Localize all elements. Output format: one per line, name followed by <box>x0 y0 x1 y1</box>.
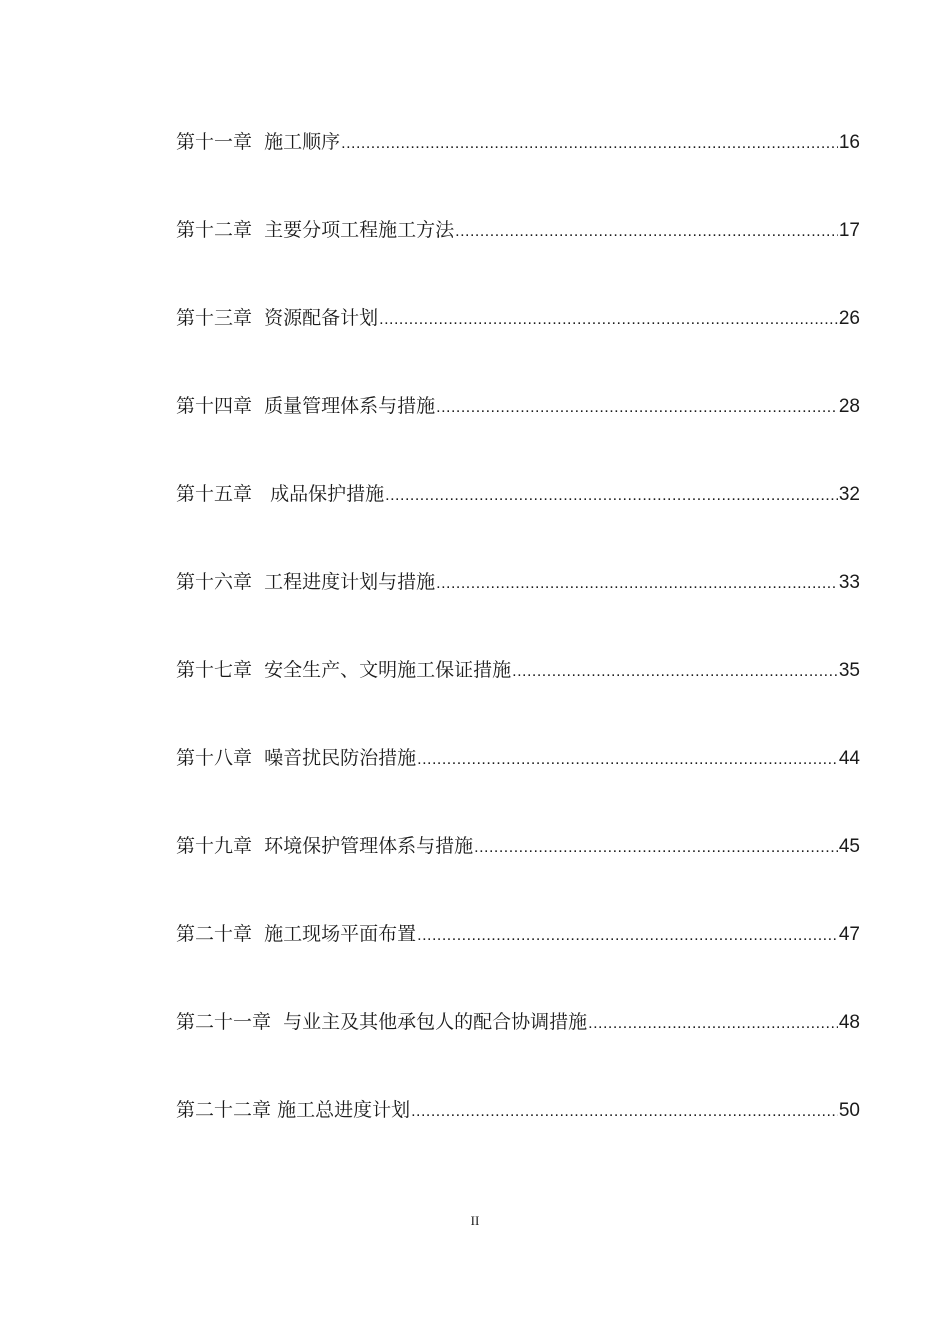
table-of-contents <box>176 122 860 1178</box>
toc-chapter-title: 与业主及其他承包人的配合协调措施 <box>283 1011 588 1033</box>
toc-chapter-title: 质量管理体系与措施 <box>264 395 436 417</box>
toc-page-number: 28 <box>838 396 860 417</box>
toc-chapter-number: 第二十章 <box>176 923 253 945</box>
toc-entry[interactable] <box>176 122 860 210</box>
toc-chapter-number: 第十二章 <box>176 219 253 241</box>
toc-page-number: 35 <box>838 660 860 681</box>
toc-chapter-number: 第二十一章 <box>176 1011 272 1033</box>
toc-page-number: 16 <box>838 132 860 153</box>
toc-dot-leader <box>436 388 838 428</box>
toc-dot-leader <box>474 828 838 868</box>
toc-chapter-title: 施工总进度计划 <box>277 1099 411 1121</box>
toc-entry[interactable] <box>176 738 860 826</box>
toc-chapter-number: 第十九章 <box>176 835 253 857</box>
toc-chapter-title: 噪音扰民防治措施 <box>264 747 417 769</box>
toc-dot-leader <box>455 212 838 252</box>
toc-dot-leader <box>385 476 838 516</box>
toc-chapter-title: 成品保护措施 <box>264 483 385 505</box>
toc-entry[interactable] <box>176 650 860 738</box>
toc-entry[interactable] <box>176 298 860 386</box>
toc-page-number: 48 <box>838 1012 860 1033</box>
toc-entry[interactable] <box>176 826 860 914</box>
toc-dot-leader <box>341 124 838 164</box>
page-footer-number: II <box>470 1213 480 1228</box>
toc-page-number: 26 <box>838 308 860 329</box>
toc-chapter-number: 第十四章 <box>176 395 253 417</box>
toc-entry[interactable] <box>176 1090 860 1178</box>
toc-chapter-number: 第十七章 <box>176 659 253 681</box>
toc-chapter-title: 工程进度计划与措施 <box>264 571 436 593</box>
toc-chapter-number: 第十三章 <box>176 307 253 329</box>
toc-chapter-title: 主要分项工程施工方法 <box>264 219 455 241</box>
toc-entry[interactable] <box>176 210 860 298</box>
toc-dot-leader <box>512 652 838 692</box>
toc-chapter-title: 安全生产、文明施工保证措施 <box>264 659 512 681</box>
toc-dot-leader <box>436 564 838 604</box>
toc-chapter-title: 施工顺序 <box>264 131 341 153</box>
toc-entry[interactable] <box>176 474 860 562</box>
toc-page-number: 44 <box>838 748 860 769</box>
toc-chapter-title: 资源配备计划 <box>264 307 379 329</box>
toc-dot-leader <box>379 300 838 340</box>
toc-page-number: 17 <box>838 220 860 241</box>
toc-entry[interactable] <box>176 562 860 650</box>
toc-page-number: 33 <box>838 572 860 593</box>
toc-entry[interactable] <box>176 386 860 474</box>
toc-dot-leader <box>417 916 838 956</box>
toc-dot-leader <box>588 1004 838 1044</box>
toc-chapter-number: 第十六章 <box>176 571 253 593</box>
toc-entry[interactable] <box>176 914 860 1002</box>
toc-dot-leader <box>417 740 838 780</box>
toc-chapter-title: 施工现场平面布置 <box>264 923 417 945</box>
toc-chapter-number: 第二十二章 <box>176 1099 272 1121</box>
toc-page-number: 47 <box>838 924 860 945</box>
toc-page-number: 45 <box>838 836 860 857</box>
toc-chapter-number: 第十一章 <box>176 131 253 153</box>
toc-page-number: 32 <box>838 484 860 505</box>
toc-dot-leader <box>411 1092 838 1132</box>
toc-chapter-number: 第十八章 <box>176 747 253 769</box>
toc-chapter-title: 环境保护管理体系与措施 <box>264 835 474 857</box>
toc-chapter-number: 第十五章 <box>176 483 253 505</box>
toc-page-number: 50 <box>838 1100 860 1121</box>
toc-entry[interactable] <box>176 1002 860 1090</box>
